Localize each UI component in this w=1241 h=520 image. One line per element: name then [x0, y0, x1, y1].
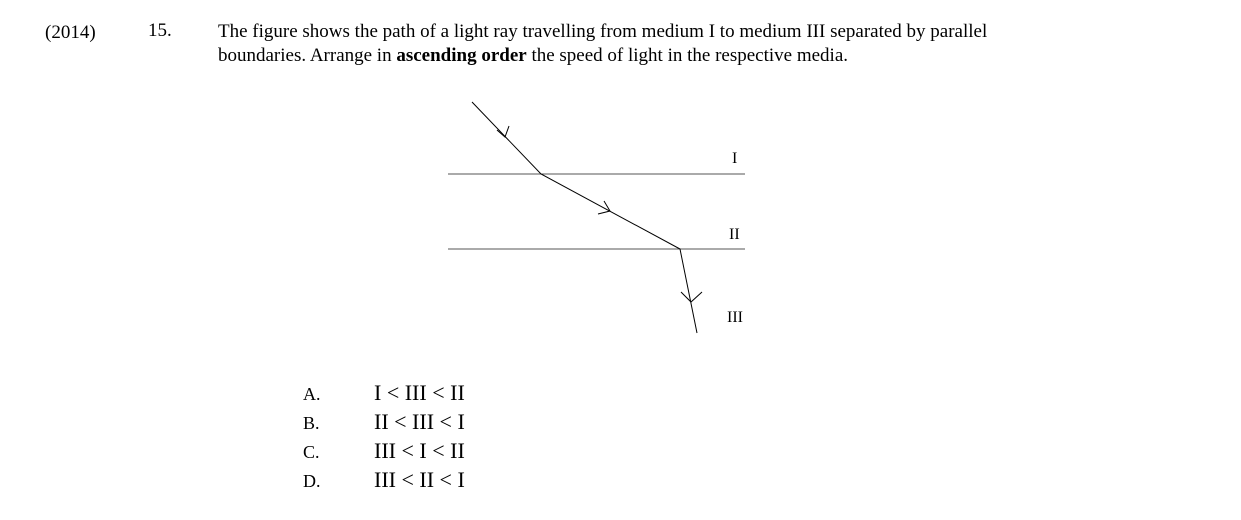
ray-arrow-3-icon: [681, 292, 702, 302]
medium-label-1: I: [732, 150, 738, 167]
ray-arrow-1-icon: [497, 126, 509, 137]
medium-label-2: II: [729, 226, 740, 243]
question-number: 15.: [148, 20, 172, 41]
medium-label-3: III: [727, 309, 743, 326]
question-year: (2014): [45, 22, 96, 43]
option-b-letter: B.: [303, 413, 320, 433]
stem-line-1: The figure shows the path of a light ray travelling from medium I to medium III separated by parallel: [218, 21, 988, 42]
stem-line-2-before: boundaries. Arrange in: [218, 45, 392, 66]
stem-line-2-after: the speed of light in the respective media.: [531, 45, 849, 66]
light-ray: [472, 102, 697, 333]
option-a-text: I < III < II: [374, 380, 465, 405]
option-c-letter: C.: [303, 442, 320, 462]
option-d-text: III < II < I: [374, 467, 465, 492]
option-a-letter: A.: [303, 384, 321, 404]
option-d-letter: D.: [303, 471, 321, 491]
option-c-text: III < I < II: [374, 438, 465, 463]
option-b-text: II < III < I: [374, 409, 465, 434]
stem-emphasis: ascending order: [396, 45, 527, 66]
